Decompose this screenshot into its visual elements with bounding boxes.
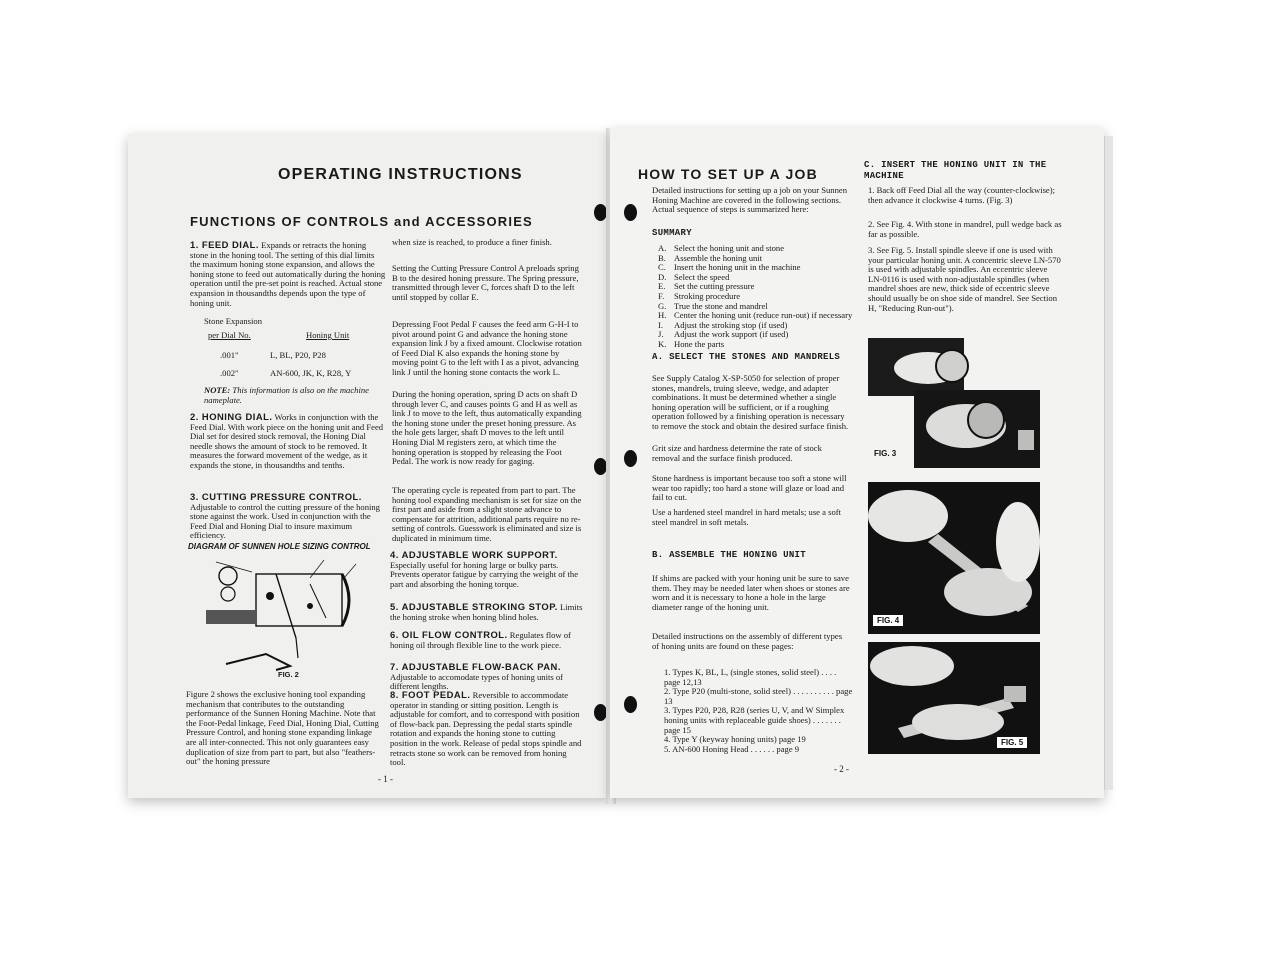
summary-key: D. bbox=[658, 271, 667, 282]
item-oil-flow: 6. OIL FLOW CONTROL. Regulates flow of honing oil through flexible line to the work piece. bbox=[390, 629, 571, 650]
table-heading: Stone Expansion bbox=[204, 316, 263, 326]
table-cell: AN-600, JK, K, R28, Y bbox=[270, 368, 352, 378]
page-title: OPERATING INSTRUCTIONS bbox=[278, 166, 523, 183]
figure-description: Figure 2 shows the exclusive honing tool expanding mechanism that contributes to the outstanding performance of the Sunnen Honing Machine. Note that the Foot-Pedal linkage, Feed Dial, Honing Dial, Cutting Pressure Control, and honing stone expanding linkage are all inter-connected. This not only guarantees easy duplication of size from part to part, but also "feathers-out" the honing pressure bbox=[186, 689, 379, 767]
section-b-para: If shims are packed with your honing unit be sure to save them. They may be needed later when shoes or stones are worn and it is necessary to hone a hole in the large diameter range of the honing unit. bbox=[652, 573, 850, 612]
binder-hole bbox=[624, 204, 637, 221]
page-number: - 2 - bbox=[834, 764, 849, 774]
summary-text: Select the honing unit and stone bbox=[674, 243, 785, 253]
item-foot-pedal: 8. FOOT PEDAL. Reversible to accommodate operator in standing or sitting position. Length is adjustable for comfort, and to correspond with position of flow-back pan. Depressing the pedal starts spindle rotation and expands the honing stone to cutting position in the work. Release of pedal stops spindle and retracts stone so work can be removed from honing tool. bbox=[390, 689, 582, 768]
page-number: - 1 - bbox=[378, 774, 393, 784]
summary-key: I. bbox=[658, 319, 664, 330]
page-title: HOW TO SET UP A JOB bbox=[638, 166, 818, 182]
item-cutting-pressure: 3. CUTTING PRESSURE CONTROL. Adjustable to control the cutting pressure of the honing stone against the work. Used in conjunction with the Feed Dial and Honing Dial to insure maximum efficiency. bbox=[190, 491, 380, 541]
table-col-unit: Honing Unit bbox=[306, 330, 350, 340]
summary-key: G. bbox=[658, 300, 667, 311]
item-feed-dial: 1. FEED DIAL. Expands or retracts the honing stone in the honing tool. The setting of this dial limits the maximum honing stone expansion, and allows the honing stone to feed out automatically during the honing operation until the pre-set point is reached. Actual stone expansion in thousandths depends upon the type of honing unit. bbox=[190, 239, 386, 308]
right-page bbox=[610, 128, 1104, 798]
table-cell: .002" bbox=[220, 368, 239, 378]
left-page bbox=[128, 134, 610, 798]
item-flow-back-pan: 7. ADJUSTABLE FLOW-BACK PAN. Adjustable to accomodate types of honing units of different lengths. bbox=[390, 661, 564, 692]
summary-text: Adjust the work support (if used) bbox=[674, 329, 789, 340]
booklet bbox=[128, 128, 1128, 804]
fig4-photo bbox=[868, 482, 1040, 634]
summary-key: H. bbox=[658, 310, 667, 321]
summary-text: Center the honing unit (reduce run-out) if necessary bbox=[674, 310, 853, 321]
list-item: 5. AN-600 Honing Head . . . . . . page 9 bbox=[664, 743, 800, 754]
table-cell: .001" bbox=[220, 350, 239, 360]
page-edge bbox=[1104, 136, 1113, 790]
section-a-para: Stone hardness is important because too soft a stone will wear too rapidly; too hard a stone will glaze or load and fail to cut. bbox=[652, 473, 847, 503]
item-stroking-stop: 5. ADJUSTABLE STROKING STOP. Limits the honing stroke when honing blind holes. bbox=[390, 601, 583, 622]
summary-key: K. bbox=[658, 338, 667, 349]
col2-para: Setting the Cutting Pressure Control A preloads spring B to the desired honing pressure. The Spring pressure, transmitted through lever C, forces shaft D to the left until stopped by collar E. bbox=[392, 263, 579, 302]
section-a-para: Grit size and hardness determine the rate of stock removal and the surface finish produced. bbox=[652, 443, 822, 463]
summary-text: Adjust the stroking stop (if used) bbox=[674, 319, 788, 330]
section-a-para: See Supply Catalog X-SP-5050 for selection of proper stones, mandrels, truing sleeve, wedge, and adapter combinations. It must be determined whether a single honing operation will be sufficient, or if a roughing operation followed by a finishing operation is necessary to remove the stock and obtain the desired surface finish. bbox=[652, 373, 849, 431]
summary-text: Insert the honing unit in the machine bbox=[674, 262, 801, 273]
list-item: 2. Type P20 (multi-stone, solid steel) . . . . . . . . . . page 13 bbox=[664, 686, 853, 706]
fig3-label: FIG. 3 bbox=[870, 448, 900, 459]
list-item: 1. Types K, BL, L, (single stones, solid steel) . . . . page 12,13 bbox=[664, 667, 837, 687]
diagram-caption: DIAGRAM OF SUNNEN HOLE SIZING CONTROL bbox=[188, 542, 371, 551]
fig2-label: FIG. 2 bbox=[278, 670, 299, 679]
list-item: 3. Types P20, P28, R28 (series U, V, and W Simplex honing units with replaceable guide shoes) . . . . . . . page 15 bbox=[664, 705, 845, 735]
section-b-heading: B. ASSEMBLE THE HONING UNIT bbox=[652, 550, 806, 560]
section-a-para: Use a hardened steel mandrel in hard metals; use a soft steel mandrel in soft metals. bbox=[652, 507, 841, 527]
summary-heading: SUMMARY bbox=[652, 228, 692, 238]
summary-list bbox=[658, 244, 858, 350]
summary-text: Hone the parts bbox=[674, 338, 725, 349]
item-honing-dial: 2. HONING DIAL. Works in conjunction with the Feed Dial. With work piece on the honing unit and Feed Dial set for desired stock removal, the Honing Dial needle shows the amount of stock to be removed. It measures the forward movement of the wedge, as it expands the stone, in thousandths and tenths. bbox=[190, 411, 384, 470]
intro: Detailed instructions for setting up a job on your Sunnen Honing Machine are covered in the following sections. Actual sequence of steps is summarized here: bbox=[652, 185, 848, 215]
col2-para: During the honing operation, spring D acts on shaft D through lever C, and causes points G and H as well as link J to move to the left, thus automatically expanding the honing stone under the preset honing pressure. As the hole gets larger, shaft D moves to the left until Honing Dial M registers zero, at which time the honing operation is stopped by releasing the Foot Pedal. The work is now ready for gaging. bbox=[392, 389, 582, 467]
summary-item bbox=[658, 340, 858, 350]
fig3-photo bbox=[868, 338, 1040, 468]
section-title: FUNCTIONS OF CONTROLS and ACCESSORIES bbox=[190, 214, 533, 229]
summary-key: B. bbox=[658, 252, 666, 263]
binder-hole bbox=[624, 450, 637, 467]
summary-text: Set the cutting pressure bbox=[674, 281, 755, 292]
fig4-label: FIG. 4 bbox=[872, 614, 904, 627]
summary-key: F. bbox=[658, 290, 665, 301]
fig5-label: FIG. 5 bbox=[996, 736, 1028, 749]
pages-list bbox=[664, 668, 854, 754]
section-c-step: 1. Back off Feed Dial all the way (counter-clockwise); then advance it clockwise 4 turns. (Fig. 3) bbox=[868, 185, 1055, 205]
summary-key: J. bbox=[658, 329, 664, 340]
section-a-heading: A. SELECT THE STONES AND MANDRELS bbox=[652, 352, 841, 362]
honing-control-diagram bbox=[206, 554, 374, 676]
table-cell: L, BL, P20, P28 bbox=[270, 350, 326, 360]
summary-key: C. bbox=[658, 262, 666, 273]
section-c-heading: C. INSERT THE HONING UNIT IN THE MACHINE bbox=[864, 160, 1047, 181]
list-item: 4. Type Y (keyway honing units) page 19 bbox=[664, 734, 806, 745]
summary-key: A. bbox=[658, 243, 667, 253]
col2-para: Depressing Foot Pedal F causes the feed arm G-H-I to pivot around point G and advance the honing stone expansion link J by a fixed amount. Clockwise rotation of Feed Dial K also expands the honing stone by moving point G to the left with I as a pivot, advancing link J until the honing stone contacts the work L. bbox=[392, 319, 582, 377]
item-work-support: 4. ADJUSTABLE WORK SUPPORT. Especially useful for honing large or bulky parts. Prevents operator fatigue by carrying the weight of the part and absorbing the honing torque. bbox=[390, 549, 579, 589]
summary-text: Select the speed bbox=[674, 271, 730, 282]
summary-text: Assemble the honing unit bbox=[674, 252, 763, 263]
section-c-step: 2. See Fig. 4. With stone in mandrel, pull wedge back as far as possible. bbox=[868, 219, 1062, 239]
section-c-step: 3. See Fig. 5. Install spindle sleeve if one is used with your particular honing unit. A concentric sleeve LN-570 is used with adjustable spindles. An eccentric sleeve LN-0116 is used with non-adjustable spindles (when mandrel shoes are new, thick side of eccentric sleeve should usually be on shoe side of mandrel. See Section H, "Reducing Run-out"). bbox=[868, 245, 1061, 313]
binder-hole bbox=[624, 696, 637, 713]
summary-text: Stroking procedure bbox=[674, 290, 741, 301]
note: NOTE: This information is also on the machine nameplate. bbox=[204, 385, 369, 405]
section-b-para: Detailed instructions on the assembly of different types of honing units are found on these pages: bbox=[652, 631, 843, 651]
fig5-photo bbox=[868, 642, 1040, 754]
summary-key: E. bbox=[658, 281, 666, 292]
col2-para: when size is reached, to produce a finer finish. bbox=[392, 237, 552, 247]
table-col-dial: per Dial No. bbox=[208, 330, 251, 340]
col2-para: The operating cycle is repeated from part to part. The honing tool expanding mechanism is set for size on the first part and aside from a slight stone advance to compensate for attrition, additional parts require no re-setting of controls. Guesswork is eliminated and size is duplicated in minimum time. bbox=[392, 485, 582, 543]
summary-text: True the stone and mandrel bbox=[674, 300, 768, 311]
